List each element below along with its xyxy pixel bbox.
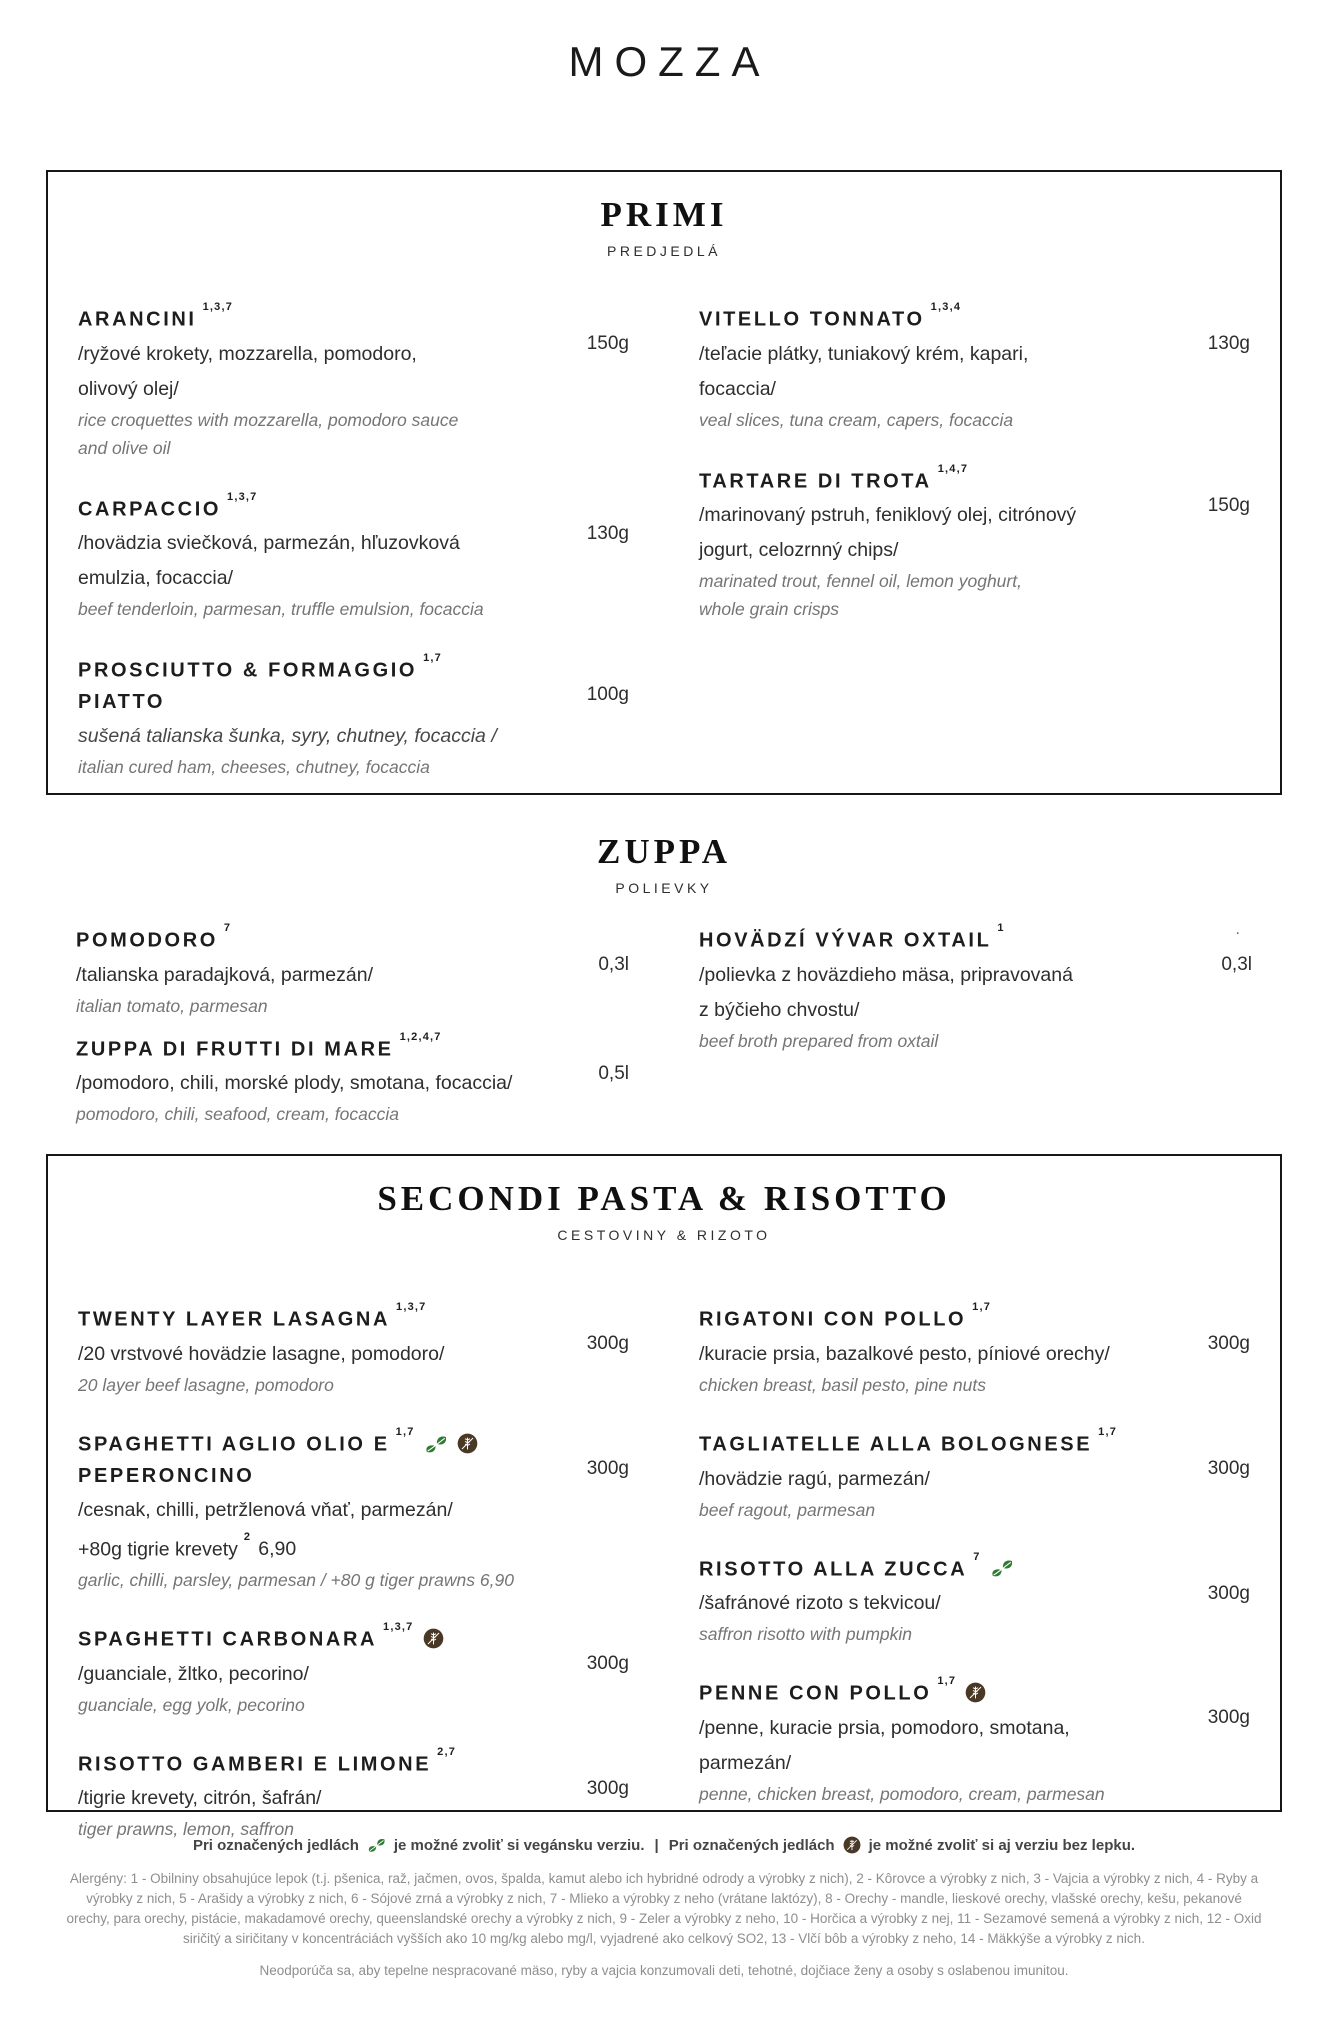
section-subtitle-zuppa: POLIEVKY xyxy=(615,880,713,896)
dish-name-text: RISOTTO GAMBERI E LIMONE xyxy=(78,1753,432,1776)
description-en: beef tenderloin, parmesan, truffle emulsion, focaccia xyxy=(78,599,484,620)
menu-item xyxy=(78,1300,629,1399)
allergen-numbers: 2,7 xyxy=(437,1745,457,1758)
menu-item xyxy=(78,1620,629,1719)
section-primi xyxy=(46,170,1282,795)
description-sk: emulzia, focaccia/ xyxy=(78,567,233,590)
dish-info xyxy=(699,300,1198,434)
description-en: chicken breast, basil pesto, pine nuts xyxy=(699,1374,986,1395)
column-right xyxy=(699,1300,1250,1869)
dish-info xyxy=(78,1300,577,1399)
dish-name-line xyxy=(699,1425,1198,1461)
dish-name-text: ARANCINI xyxy=(78,308,197,331)
dish-info xyxy=(78,300,577,462)
portion-size: 300g xyxy=(1207,1457,1250,1479)
portion-size: 0,3l xyxy=(1221,954,1252,975)
dish-name-line xyxy=(78,300,577,336)
dish-info xyxy=(699,1300,1198,1399)
allergen-numbers: 1,7 xyxy=(972,1301,992,1314)
gluten-free-icon xyxy=(843,1836,861,1854)
dish-info xyxy=(78,1620,577,1719)
allergen-numbers: 1,3,4 xyxy=(930,301,962,313)
description-en: beef ragout, parmesan xyxy=(699,1499,876,1520)
allergen-numbers: 1,7 xyxy=(937,1675,957,1688)
description-sk: sušená talianska šunka, syry, chutney, focaccia / xyxy=(78,724,497,747)
description-sk: /pomodoro, chili, morské plody, smotana, focaccia/ xyxy=(76,1072,513,1095)
dish-info xyxy=(76,1030,588,1129)
dish-info xyxy=(78,490,577,624)
dish-name xyxy=(78,651,577,718)
column-left xyxy=(78,1300,629,1869)
description-sk: /guanciale, žltko, pecorino/ xyxy=(78,1662,309,1685)
description-en: tiger prawns, lemon, saffron xyxy=(78,1819,294,1840)
portion-size: 100g xyxy=(586,684,629,706)
legend-divider: | xyxy=(654,1836,659,1854)
description-sk: /20 vrstvové hovädzie lasagne, pomodoro/ xyxy=(78,1342,445,1365)
portion-size: 130g xyxy=(1207,333,1250,354)
dish-name xyxy=(699,1425,1198,1461)
menu-item xyxy=(78,490,629,624)
portion-size: 300g xyxy=(1207,1707,1250,1729)
legend-vegan-post: je možné zvoliť si vegánsku verziu. xyxy=(393,1836,645,1854)
dish-name-text: TARTARE DI TROTA xyxy=(699,470,932,493)
dish-name-line xyxy=(78,490,577,526)
dish-name xyxy=(699,921,1211,957)
description-sk: /talianska paradajková, parmezán/ xyxy=(76,963,374,986)
description-sk: jogurt, celozrnný chips/ xyxy=(699,539,899,562)
allergen-numbers: 7 xyxy=(973,1550,981,1563)
dish-info xyxy=(699,1674,1198,1808)
portion-size: 300g xyxy=(586,1457,629,1479)
dish-name-line xyxy=(699,1674,1198,1710)
dish-name-text: CARPACCIO xyxy=(78,498,222,521)
portion-size: 300g xyxy=(1207,1333,1250,1355)
description-en: veal slices, tuna cream, capers, focaccia xyxy=(699,409,1014,430)
dish-name-line xyxy=(699,921,1211,957)
description-sk: /cesnak, chilli, petržlenová vňať, parmezán/ xyxy=(78,1498,453,1521)
dish-info xyxy=(78,1425,577,1594)
dish-info xyxy=(699,1550,1198,1649)
portion-size: 130g xyxy=(586,522,629,544)
dish-name-line xyxy=(78,1620,577,1656)
dish-name xyxy=(699,1300,1198,1336)
section-title-secondi: SECONDI PASTA & RISOTTO xyxy=(377,1179,951,1219)
supplement-line xyxy=(78,1529,577,1567)
description-sk: focaccia/ xyxy=(699,377,776,400)
description-en: beef broth prepared from oxtail xyxy=(699,1030,939,1051)
dish-name-text: PENNE CON POLLO xyxy=(699,1682,932,1705)
column-left xyxy=(76,921,629,1138)
description-sk: parmezán/ xyxy=(699,1751,792,1774)
menu-item xyxy=(699,300,1250,434)
dish-info xyxy=(76,921,588,1020)
description-en: pomodoro, chili, seafood, cream, focaccia xyxy=(76,1104,399,1125)
dish-name xyxy=(78,1425,577,1492)
portion-size: 0,5l xyxy=(598,1062,629,1084)
description-en: whole grain crisps xyxy=(699,599,840,620)
portion-size: 300g xyxy=(586,1333,629,1355)
description-sk: /teľacie plátky, tuniakový krém, kapari, xyxy=(699,342,1029,365)
dish-name-text: TAGLIATELLE ALLA BOLOGNESE xyxy=(699,1433,1093,1456)
gluten-free-icon xyxy=(965,1682,986,1703)
description-en: marinated trout, fennel oil, lemon yoghurt, xyxy=(699,571,1022,592)
column-right xyxy=(699,300,1250,809)
description-sk: /hovädzie ragú, parmezán/ xyxy=(699,1467,930,1490)
dish-name-line xyxy=(78,1745,577,1781)
section-secondi xyxy=(46,1154,1282,1840)
advisory-note: Neodporúča sa, aby tepelne nespracované mäso, ryby a vajcia konzumovali deti, tehotné, dojčiace ženy a osoby s oslabenou imunitou. xyxy=(259,1963,1069,1979)
allergen-numbers: 1,3,7 xyxy=(383,1621,414,1634)
allergen-numbers: 1,2,4,7 xyxy=(399,1030,442,1043)
allergen-numbers: 1,7 xyxy=(395,1425,415,1438)
legend-gf-pre: Pri označených jedlách xyxy=(668,1836,835,1854)
dish-info xyxy=(699,921,1211,1055)
dish-name xyxy=(78,1620,577,1656)
dish-name xyxy=(699,462,1198,498)
description-en: italian tomato, parmesan xyxy=(76,995,268,1016)
description-sk: /hovädzia sviečková, parmezán, hľuzovková xyxy=(78,532,460,555)
description-sk: /polievka z hoväzdieho mäsa, pripravovaná xyxy=(699,963,1073,986)
portion-size: 300g xyxy=(586,1653,629,1675)
dish-name-line xyxy=(78,687,577,718)
section-columns xyxy=(76,921,1252,1138)
description-en: guanciale, egg yolk, pecorino xyxy=(78,1694,305,1715)
description-en: saffron risotto with pumpkin xyxy=(699,1624,913,1645)
dish-name-line xyxy=(78,1300,577,1336)
dish-name xyxy=(699,1674,1198,1710)
menu-item xyxy=(76,921,629,1020)
dish-name-line xyxy=(699,1550,1198,1586)
dish-name xyxy=(78,1300,577,1336)
dish-name xyxy=(699,300,1198,336)
column-right xyxy=(699,921,1252,1138)
allergen-numbers: 1,3,7 xyxy=(202,301,234,313)
dish-name-line xyxy=(699,1300,1198,1336)
menu-item xyxy=(699,1300,1250,1399)
description-sk: /marinovaný pstruh, feniklový olej, citrónový xyxy=(699,504,1077,527)
section-title-zuppa: ZUPPA xyxy=(596,832,732,871)
description-en: penne, chicken breast, pomodoro, cream, parmesan xyxy=(699,1783,1105,1804)
menu-item xyxy=(699,1674,1250,1808)
dish-name-text: POMODORO xyxy=(76,929,218,952)
dish-name xyxy=(78,1745,577,1781)
dish-info xyxy=(699,462,1198,624)
allergen-numbers: 1,3,7 xyxy=(396,1301,427,1314)
supplement-allergen: 2 xyxy=(243,1530,252,1543)
dish-name-text: RIGATONI CON POLLO xyxy=(699,1308,967,1331)
menu-item xyxy=(78,1745,629,1844)
stray-dot: . xyxy=(1235,921,1240,938)
description-en: rice croquettes with mozzarella, pomodoro sauce xyxy=(78,409,459,430)
dish-name-text: PROSCIUTTO & FORMAGGIO xyxy=(78,659,418,682)
dish-name-line xyxy=(76,1030,588,1066)
portion-size: 150g xyxy=(1207,494,1250,516)
dish-name xyxy=(76,1030,588,1066)
menu-item xyxy=(699,921,1252,1055)
dish-name-text: ZUPPA DI FRUTTI DI MARE xyxy=(76,1038,394,1061)
dish-info xyxy=(78,1745,577,1844)
section-subtitle-secondi: CESTOVINY & RIZOTO xyxy=(557,1227,771,1244)
dish-name xyxy=(78,300,577,336)
allergen-numbers: 1 xyxy=(997,922,1005,934)
description-sk: /kuracie prsia, bazalkové pesto, píniové orechy/ xyxy=(699,1342,1110,1365)
portion-size: 300g xyxy=(1207,1582,1250,1604)
allergen-numbers: 1,3,7 xyxy=(227,490,258,503)
portion-size: 150g xyxy=(586,333,629,354)
dish-name xyxy=(78,490,577,526)
dish-name xyxy=(699,1550,1198,1586)
dish-name-text: SPAGHETTI AGLIO OLIO E xyxy=(78,1433,390,1456)
menu-item xyxy=(78,300,629,462)
section-columns xyxy=(78,1300,1250,1869)
section-zuppa xyxy=(46,829,1282,1138)
dish-info xyxy=(78,651,577,781)
gluten-free-icon xyxy=(423,1628,444,1649)
allergen-numbers: 1,7 xyxy=(423,652,442,665)
menu-header xyxy=(0,0,1328,86)
dish-info xyxy=(699,1425,1198,1524)
dish-name-text: PIATTO xyxy=(78,690,166,713)
dish-name-line xyxy=(78,1461,577,1492)
description-sk: olivový olej/ xyxy=(78,377,179,400)
dish-name-text: PEPERONCINO xyxy=(78,1464,255,1487)
dish-name-line xyxy=(699,462,1198,498)
allergen-numbers: 1,7 xyxy=(1098,1425,1118,1438)
gluten-free-icon xyxy=(457,1433,478,1454)
menu-item xyxy=(699,1550,1250,1649)
section-columns xyxy=(78,300,1250,809)
portion-size: 300g xyxy=(586,1777,629,1799)
vegan-leaf-icon xyxy=(990,1558,1014,1578)
dish-name-line xyxy=(78,1425,577,1461)
allergen-list: Alergény: 1 - Obilniny obsahujúce lepok (t.j. pšenica, raž, jačmen, ovos, špalda, kamut alebo ich hybridné odrody a výrobky z nich), 2 - Kôrovce a výrobky z nich, 3 - Vajcia a výrobky z nich, 4 - Ryby a výrobky z nich, 5 - Arašidy a výrobky z nich, 6 - Sójové zrná a výrobky z nich, 7 - Mlieko a výrobky z neho (vrátane laktózy), 8 - Orechy - mandle, lieskové orechy, vlašské orechy, kešu, pekanové orechy, para orechy, pistácie, makadamové orechy, queenslandské orechy a výrobky z nich, 9 - Zeler a výrobky z neho, 10 - Horčica a výrobky z nej, 11 - Sezamové semená a výrobky z nich, 12 - Oxid siričitý a siričitany v koncentráciách vyšších ako 10 mg/kg alebo mg/l, vyjadrené ako celkový SO2, 13 - Vlčí bôb a výrobky z neho, 14 - Mäkkýše a výrobky z nich. xyxy=(66,1871,1262,1947)
column-left xyxy=(78,300,629,809)
dish-name-line xyxy=(699,300,1198,336)
description-sk: z býčieho chvostu/ xyxy=(699,998,860,1021)
dish-name-text: SPAGHETTI CARBONARA xyxy=(78,1628,378,1651)
dish-name-line xyxy=(78,651,577,687)
description-sk: /tigrie krevety, citrón, šafrán/ xyxy=(78,1787,322,1810)
section-title-primi: PRIMI xyxy=(600,195,728,234)
menu-item xyxy=(76,1030,629,1129)
allergen-numbers: 7 xyxy=(223,922,232,934)
legend-vegan-pre: Pri označených jedlách xyxy=(192,1836,359,1854)
brand-title: MOZZA xyxy=(568,38,771,85)
menu-item xyxy=(78,651,629,781)
dish-name-text: HOVÄDZÍ VÝVAR OXTAIL xyxy=(699,929,992,952)
vegan-leaf-icon xyxy=(424,1434,448,1454)
supplement-text: +80g tigrie krevety xyxy=(78,1538,238,1561)
menu-item xyxy=(78,1425,629,1594)
description-en: and olive oil xyxy=(78,437,171,458)
menu-item xyxy=(699,462,1250,624)
dish-name xyxy=(76,921,588,957)
menu-item xyxy=(699,1425,1250,1524)
allergen-numbers: 1,4,7 xyxy=(937,462,969,475)
description-sk: /penne, kuracie prsia, pomodoro, smotana, xyxy=(699,1716,1070,1739)
portion-size: 0,3l xyxy=(598,954,629,975)
dish-name-line xyxy=(76,921,588,957)
section-subtitle-primi: PREDJEDLÁ xyxy=(607,243,721,259)
supplement-price: 6,90 xyxy=(258,1538,297,1561)
description-sk: /šafránové rizoto s tekvicou/ xyxy=(699,1592,941,1615)
description-sk: /ryžové krokety, mozzarella, pomodoro, xyxy=(78,342,417,365)
legend-gf-post: je možné zvoliť si aj verziu bez lepku. xyxy=(868,1836,1136,1854)
description-en: garlic, chilli, parsley, parmesan / +80 g tiger prawns 6,90 xyxy=(78,1570,514,1591)
dish-name-text: TWENTY LAYER LASAGNA xyxy=(78,1308,391,1331)
description-en: italian cured ham, cheeses, chutney, focaccia xyxy=(78,756,430,777)
description-en: 20 layer beef lasagne, pomodoro xyxy=(78,1374,334,1395)
dish-name-text: RISOTTO ALLA ZUCCA xyxy=(699,1558,968,1581)
dish-name-text: VITELLO TONNATO xyxy=(699,308,925,331)
